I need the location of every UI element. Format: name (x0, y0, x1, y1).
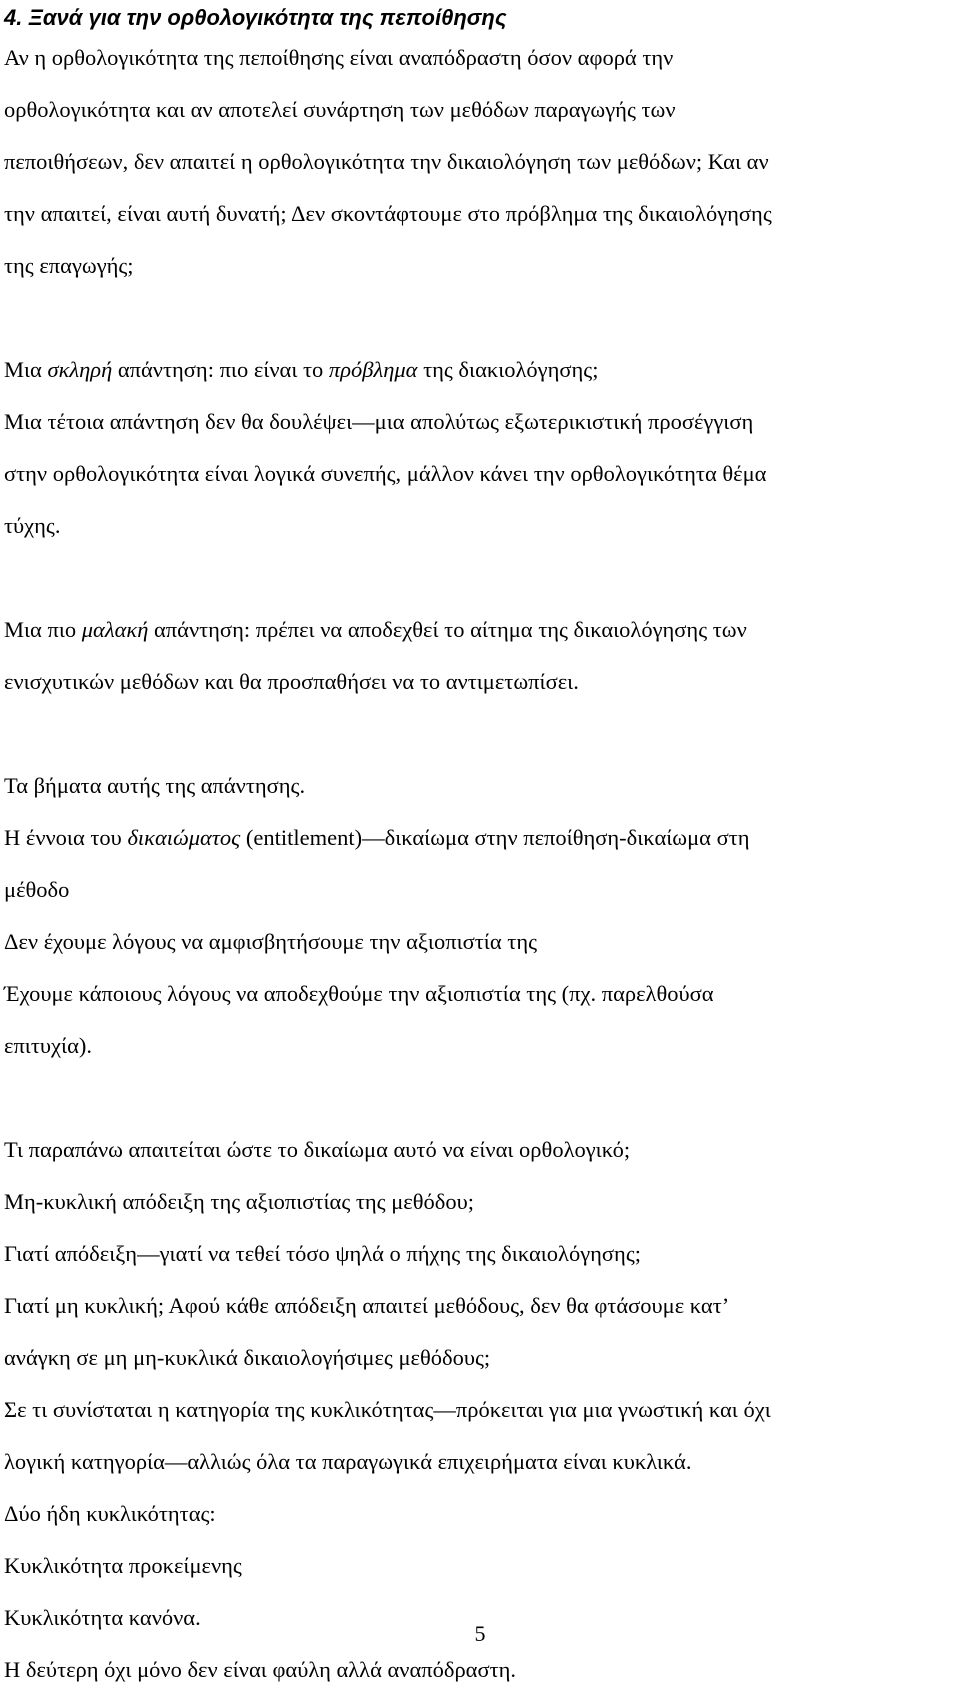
soft-answer-paragraph (4, 604, 956, 708)
text-run: Η έννοια του (4, 825, 128, 850)
text-line: στην ορθολογικότητα είναι λογικά συνεπής, μάλλον κάνει την ορθολογικότητα θέμα (4, 461, 767, 486)
text-line: Δεν έχουμε λόγους να αμφισβητήσουμε την αξιοπιστία της (4, 929, 537, 954)
text-line: Τα βήματα αυτής της απάντησης. (4, 773, 306, 798)
text-line: Τι παραπάνω απαιτείται ώστε το δικαίωμα αυτό να είναι ορθολογικό; (4, 1137, 631, 1162)
emphasis-problem: πρόβλημα (328, 357, 418, 382)
text-run: Μια πιο (4, 617, 82, 642)
hard-answer-paragraph (4, 344, 956, 552)
paragraph-gap (4, 292, 956, 344)
text-line (4, 604, 956, 656)
text-run: (entitlement)—δικαίωμα στην πεποίθηση-δικαίωμα στη (240, 825, 750, 850)
text-run: απάντηση: πρέπει να αποδεχθεί το αίτημα της δικαιολόγησης των (148, 617, 747, 642)
text-run: της διακιολόγησης; (417, 357, 599, 382)
section-heading: 4. Ξανά για την ορθολογικότητα της πεποίθησης (4, 5, 507, 30)
intro-paragraph (4, 32, 956, 292)
text-line: Σε τι συνίσταται η κατηγορία της κυκλικότητας—πρόκειται για μια γνωστική και όχι (4, 1397, 771, 1422)
text-line: Μια τέτοια απάντηση δεν θα δουλέψει—μια απολύτως εξωτερικιστική προσέγγιση (4, 409, 754, 434)
text-line (4, 344, 956, 396)
text-line: ορθολογικότητα και αν αποτελεί συνάρτηση των μεθόδων παραγωγής των (4, 97, 676, 122)
text-line: Γιατί απόδειξη—γιατί να τεθεί τόσο ψηλά ο πήχης της δικαιολόγησης; (4, 1241, 641, 1266)
emphasis-entitlement: δικαιώματος (127, 825, 241, 850)
questions-paragraph (4, 1124, 956, 1696)
emphasis-hard: σκληρή (47, 357, 113, 382)
text-line: Η δεύτερη όχι μόνο δεν είναι φαύλη αλλά αναπόδραστη. (4, 1657, 517, 1682)
page-number: 5 (474, 1621, 486, 1646)
paragraph-gap (4, 708, 956, 760)
text-line: ενισχυτικών μεθόδων και θα προσπαθήσει να το αντιμετωπίσει. (4, 669, 579, 694)
text-line: της επαγωγής; (4, 253, 134, 278)
paragraph-gap (4, 1072, 956, 1124)
text-line: Κυκλικότητα προκείμενης (4, 1553, 242, 1578)
text-line: λογική κατηγορία—αλλιώς όλα τα παραγωγικά επιχειρήματα είναι κυκλικά. (4, 1449, 692, 1474)
text-line: τύχης. (4, 513, 61, 538)
text-line: Γιατί μη κυκλική; Αφού κάθε απόδειξη απαιτεί μεθόδους, δεν θα φτάσουμε κατ’ (4, 1293, 730, 1318)
text-line (4, 812, 956, 864)
text-line: Κυκλικότητα κανόνα. (4, 1605, 201, 1630)
steps-paragraph (4, 760, 956, 1072)
document-page (4, 0, 956, 1696)
text-line: Αν η ορθολογικότητα της πεποίθησης είναι αναπόδραστη όσον αφορά την (4, 45, 674, 70)
text-line: ανάγκη σε μη μη-κυκλικά δικαιολογήσιμες μεθόδους; (4, 1345, 491, 1370)
text-line: πεποιθήσεων, δεν απαιτεί η ορθολογικότητα την δικαιολόγηση των μεθόδων; Και αν (4, 149, 769, 174)
text-line: Δύο ήδη κυκλικότητας: (4, 1501, 216, 1526)
text-line: επιτυχία). (4, 1033, 92, 1058)
text-line: Έχουμε κάποιους λόγους να αποδεχθούμε την αξιοπιστία της (πχ. παρελθούσα (4, 981, 714, 1006)
text-line: μέθοδο (4, 877, 70, 902)
paragraph-gap (4, 552, 956, 604)
text-line: την απαιτεί, είναι αυτή δυνατή; Δεν σκοντάφτουμε στο πρόβλημα της δικαιολόγησης (4, 201, 772, 226)
text-line: Μη-κυκλική απόδειξη της αξιοπιστίας της μεθόδου; (4, 1189, 474, 1214)
text-run: Μια (4, 357, 48, 382)
emphasis-soft: μαλακή (81, 617, 149, 642)
text-run: απάντηση: πιο είναι το (112, 357, 329, 382)
